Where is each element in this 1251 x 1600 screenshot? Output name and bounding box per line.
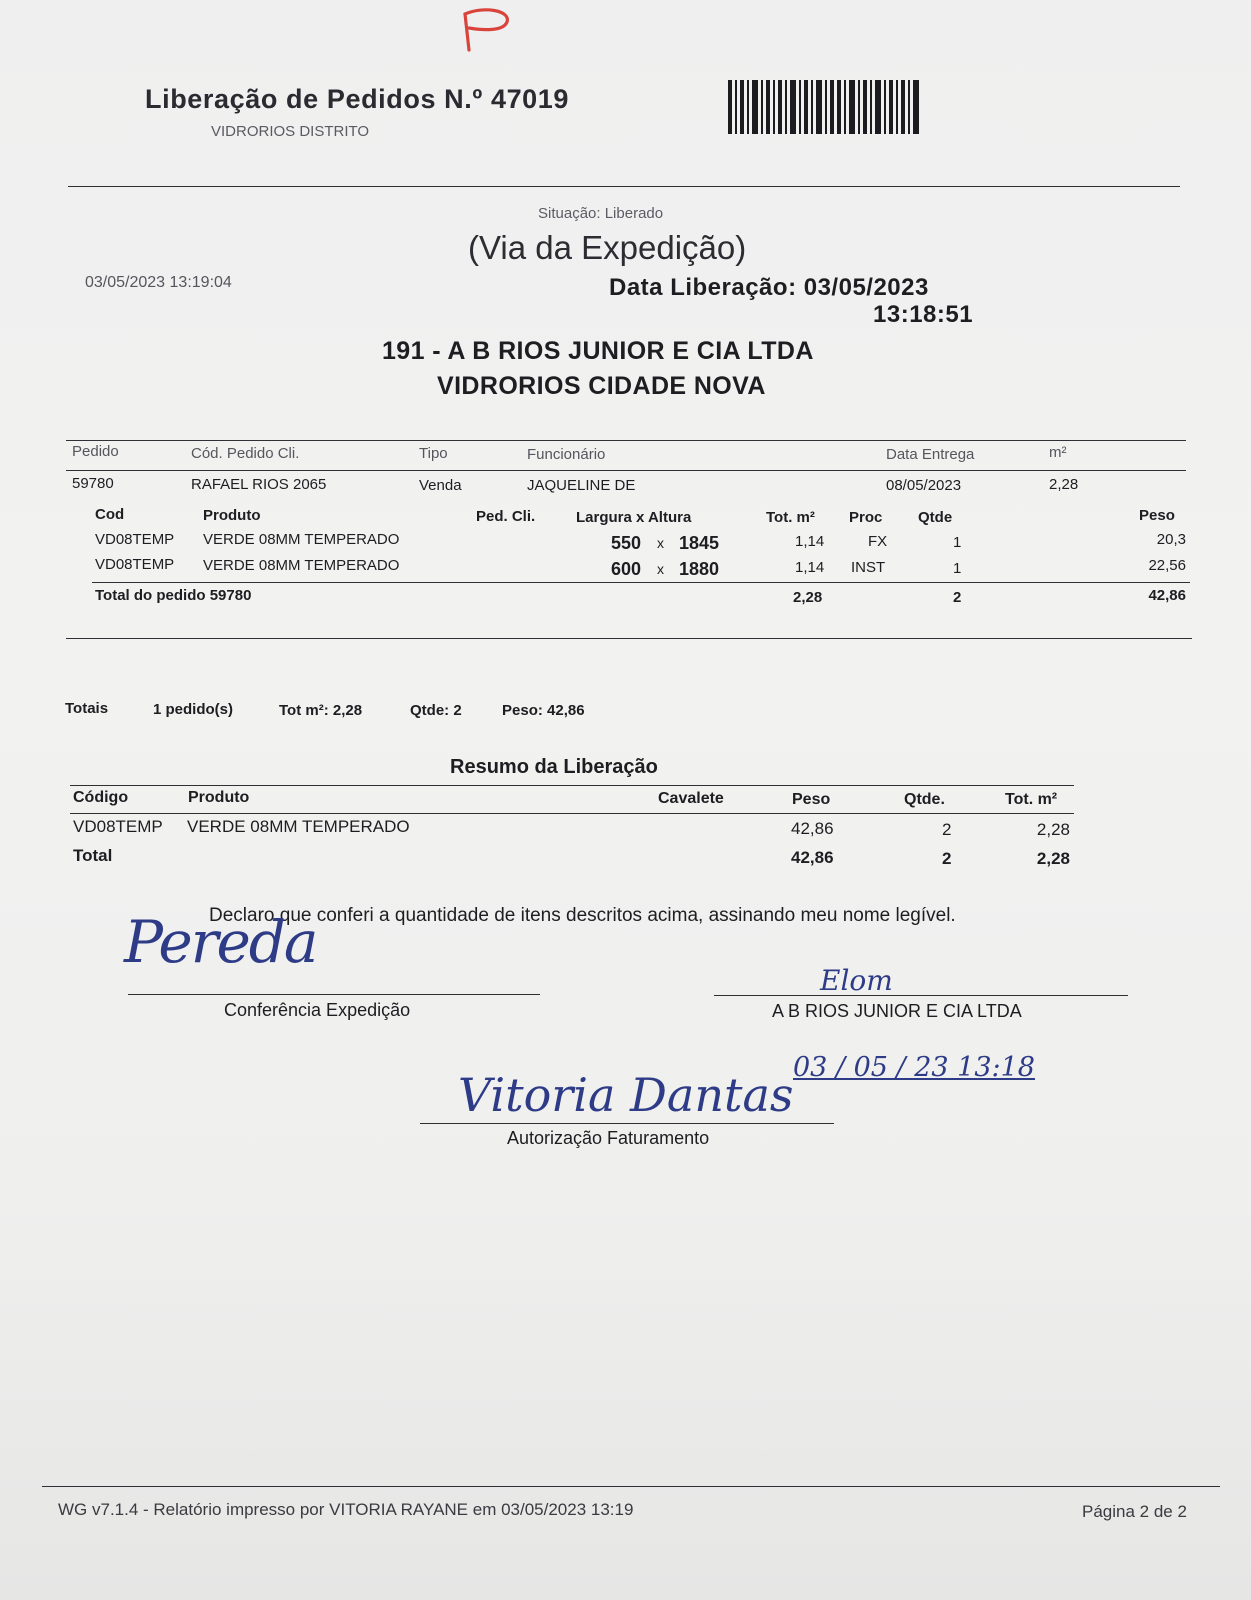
item-altura: 1880 [679, 559, 720, 579]
footer-printed-by: WG v7.1.4 - Relatório impresso por VITORIA RAYANE em 03/05/2023 13:19 [58, 1500, 634, 1519]
totals-peso: Peso: 42,86 [502, 702, 585, 719]
faturamento-signature-line [420, 1123, 834, 1124]
col-funcionario: Funcionário [527, 446, 606, 463]
item-peso: 20,3 [1156, 531, 1186, 548]
col-largura-altura: Largura x Altura [576, 509, 692, 526]
item-tot-m2: 1,14 [795, 559, 825, 576]
resumo-col-qtde: Qtde. [904, 791, 945, 808]
col-proc: Proc [849, 509, 883, 526]
item-peso: 22,56 [1148, 557, 1186, 574]
document-subtitle: VIDRORIOS DISTRITO [211, 123, 370, 140]
order-header-rule [66, 470, 1186, 471]
resumo-col-peso: Peso [792, 791, 831, 808]
col-tipo: Tipo [419, 445, 448, 462]
footer-rule [42, 1486, 1220, 1487]
col-qtde: Qtde [918, 509, 953, 526]
resumo-col-produto: Produto [188, 789, 250, 806]
order-total-qtde: 2 [953, 589, 962, 606]
totals-tot-m2: Tot m²: 2,28 [279, 702, 363, 719]
item-x: x [657, 535, 664, 551]
item-x: x [657, 561, 664, 577]
company-signature: Elom [820, 964, 893, 997]
resumo-top-rule [70, 785, 1074, 786]
resumo-header-rule [70, 813, 1074, 814]
item-largura: 550 [611, 533, 642, 553]
col-tot-m2: Tot. m² [766, 509, 815, 526]
m2-value: 2,28 [1049, 476, 1079, 493]
order-total-rule [92, 582, 1190, 583]
header-divider [68, 186, 1180, 187]
item-proc: FX [868, 533, 888, 550]
resumo-peso: 42,86 [791, 819, 834, 838]
declaration-text: Declaro que conferi a quantidade de itens descritos acima, assinando meu nome legível. [209, 905, 956, 926]
col-produto: Produto [203, 507, 261, 524]
barcode [728, 80, 924, 134]
pedido-value: 59780 [72, 475, 114, 492]
company-signature-line [714, 995, 1128, 996]
resumo-title: Resumo da Liberação [450, 756, 658, 778]
release-time: 13:18:51 [873, 301, 974, 328]
footer-page-number: Página 2 de 2 [1082, 1502, 1187, 1521]
resumo-col-codigo: Código [73, 789, 129, 806]
resumo-total-peso: 42,86 [791, 848, 834, 867]
totals-pedidos: 1 pedido(s) [153, 701, 234, 718]
data-entrega-value: 08/05/2023 [886, 477, 962, 494]
print-timestamp: 03/05/2023 13:19:04 [85, 274, 232, 291]
status-text: Situação: Liberado [538, 205, 664, 222]
col-peso: Peso [1139, 507, 1175, 524]
handwritten-date: 03 / 05 / 23 13:18 [793, 1052, 1035, 1083]
col-cod-pedido-cli: Cód. Pedido Cli. [191, 445, 300, 462]
item-cod: VD08TEMP [95, 556, 175, 573]
order-total-m2: 2,28 [793, 589, 823, 606]
resumo-total-tot-m2: 2,28 [1036, 849, 1070, 868]
item-altura: 1845 [679, 533, 720, 553]
resumo-qtde: 2 [942, 820, 952, 839]
via-title: (Via da Expedição) [468, 229, 747, 266]
item-largura: 600 [611, 559, 642, 579]
funcionario-value: JAQUELINE DE [527, 477, 636, 494]
order-section-end-rule [66, 638, 1192, 639]
resumo-total-qtde: 2 [942, 849, 952, 868]
item-qtde: 1 [953, 560, 962, 577]
item-qtde: 1 [953, 534, 962, 551]
item-cod: VD08TEMP [95, 531, 175, 548]
resumo-col-tot-m2: Tot. m² [1005, 791, 1058, 808]
col-cod: Cod [95, 506, 125, 523]
order-total-peso: 42,86 [1148, 587, 1186, 604]
faturamento-label: Autorização Faturamento [507, 1128, 710, 1148]
cod-pedido-cli-value: RAFAEL RIOS 2065 [191, 476, 327, 493]
item-produto: VERDE 08MM TEMPERADO [203, 557, 400, 574]
item-produto: VERDE 08MM TEMPERADO [203, 531, 400, 548]
client-name: 191 - A B RIOS JUNIOR E CIA LTDA [382, 337, 814, 365]
item-proc: INST [851, 559, 886, 576]
resumo-codigo: VD08TEMP [73, 817, 163, 836]
resumo-produto: VERDE 08MM TEMPERADO [187, 817, 410, 836]
item-tot-m2: 1,14 [795, 533, 825, 550]
handwritten-p-mark [455, 4, 525, 54]
resumo-tot-m2: 2,28 [1036, 820, 1070, 839]
client-store: VIDRORIOS CIDADE NOVA [437, 372, 766, 400]
conferencia-label: Conferência Expedição [224, 1000, 411, 1020]
company-label: A B RIOS JUNIOR E CIA LTDA [772, 1001, 1022, 1021]
col-data-entrega: Data Entrega [886, 446, 975, 463]
document-title: Liberação de Pedidos N.º 47019 [145, 84, 570, 114]
tipo-value: Venda [419, 477, 462, 494]
faturamento-signature: Vitoria Dantas [458, 1068, 794, 1122]
totals-label: Totais [65, 700, 109, 717]
order-table-top-rule [66, 440, 1186, 441]
resumo-col-cavalete: Cavalete [658, 790, 724, 807]
col-m2: m² [1049, 444, 1067, 461]
col-pedido: Pedido [72, 443, 119, 460]
col-ped-cli: Ped. Cli. [476, 508, 536, 525]
totals-qtde: Qtde: 2 [410, 702, 462, 719]
order-total-label: Total do pedido 59780 [95, 587, 252, 604]
release-date: Data Liberação: 03/05/2023 [609, 274, 929, 301]
conferencia-signature: Pereda [124, 908, 317, 976]
resumo-total-label: Total [73, 846, 113, 865]
conferencia-signature-line [128, 994, 540, 995]
